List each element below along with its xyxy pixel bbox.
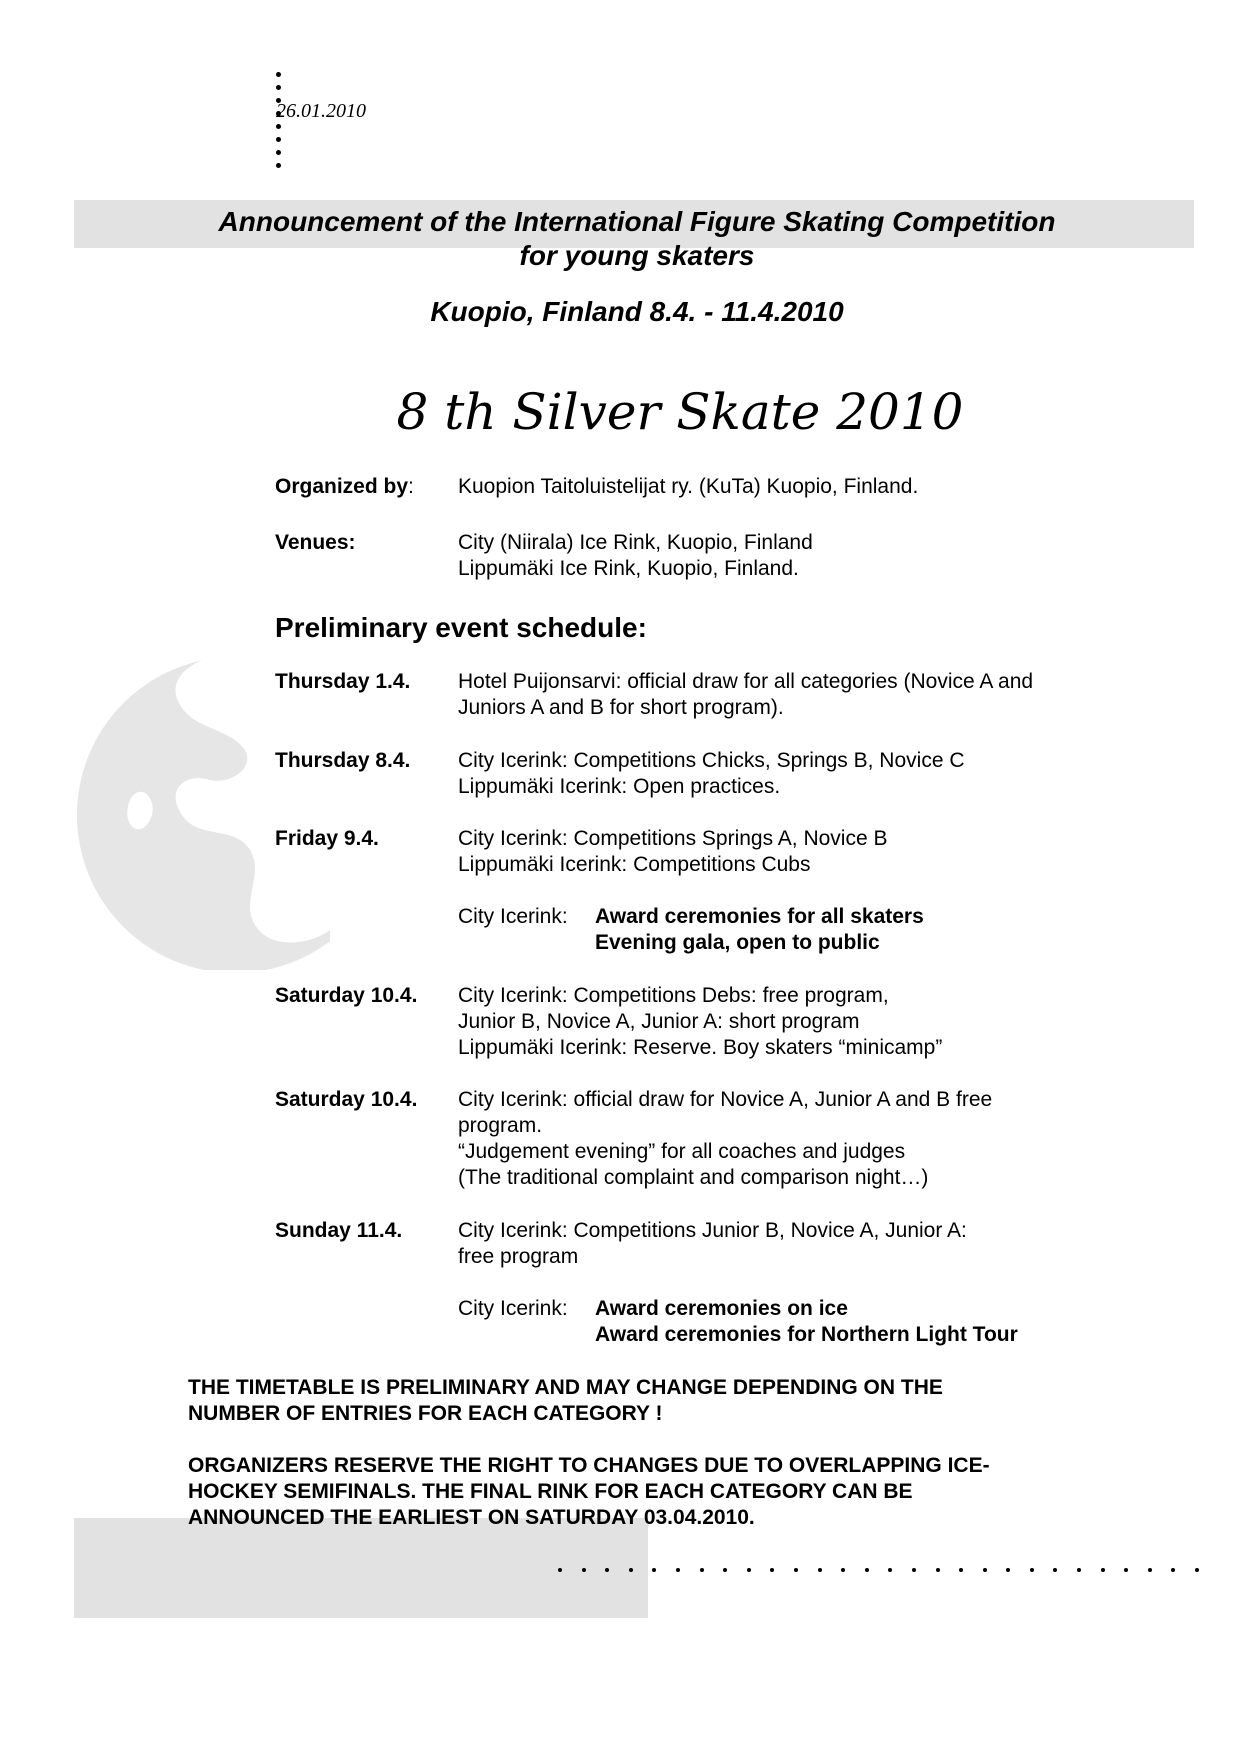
event-title: 8 th Silver Skate 2010 — [396, 383, 964, 441]
schedule-highlight: Award ceremonies for all skaters — [595, 905, 924, 928]
announcement-title-line2: for young skaters — [519, 240, 755, 271]
schedule-day: Friday 9.4. — [275, 827, 379, 850]
venues-label: Venues: — [275, 531, 356, 554]
schedule-line: City Icerink: official draw for Novice A, Junior A and B free — [458, 1088, 993, 1111]
schedule-line: Juniors A and B for short program). — [458, 696, 784, 719]
schedule-line: City Icerink: Competitions Junior B, Novice A, Junior A: — [458, 1219, 967, 1242]
schedule-day: Thursday 1.4. — [275, 670, 411, 693]
schedule-line: City Icerink: Competitions Springs A, Novice B — [458, 827, 888, 850]
organizers-notice: ORGANIZERS RESERVE THE RIGHT TO CHANGES DUE TO OVERLAPPING ICE- — [188, 1454, 990, 1477]
organized-by-label: Organized by: — [275, 475, 414, 498]
schedule-line: “Judgement evening” for all coaches and judges — [458, 1140, 906, 1163]
organizers-notice: ANNOUNCED THE EARLIEST ON SATURDAY 03.04.2010. — [188, 1506, 755, 1529]
schedule-highlight: Award ceremonies on ice — [595, 1297, 848, 1320]
timetable-notice: THE TIMETABLE IS PRELIMINARY AND MAY CHANGE DEPENDING ON THE — [188, 1376, 943, 1399]
schedule-line: Lippumäki Icerink: Competitions Cubs — [458, 853, 811, 876]
venue-1: City (Niirala) Ice Rink, Kuopio, Finland — [458, 531, 813, 554]
event-location-dates: Kuopio, Finland 8.4. - 11.4.2010 — [430, 296, 844, 327]
organizers-notice: HOCKEY SEMIFINALS. THE FINAL RINK FOR EACH CATEGORY CAN BE — [188, 1480, 913, 1503]
schedule-day: Sunday 11.4. — [275, 1219, 403, 1242]
schedule-highlight: Award ceremonies for Northern Light Tour — [595, 1323, 1018, 1346]
schedule-venue: City Icerink: — [458, 905, 568, 928]
announcement-title-line1: Announcement of the International Figure Skating Competition — [218, 206, 1056, 237]
schedule-line: Lippumäki Icerink: Reserve. Boy skaters “minicamp” — [458, 1036, 943, 1059]
schedule-venue: City Icerink: — [458, 1297, 568, 1320]
schedule-day: Thursday 8.4. — [275, 749, 411, 772]
schedule-heading: Preliminary event schedule: — [275, 612, 647, 643]
schedule-line: Hotel Puijonsarvi: official draw for all categories (Novice A and — [458, 670, 1034, 693]
schedule-line: free program — [458, 1245, 579, 1268]
organizer-value: Kuopion Taitoluistelijat ry. (KuTa) Kuopio, Finland. — [458, 475, 919, 498]
schedule-line: (The traditional complaint and comparison night…) — [458, 1166, 929, 1189]
vertical-dot-border — [276, 72, 284, 176]
schedule-line: Lippumäki Icerink: Open practices. — [458, 775, 781, 798]
schedule-day: Saturday 10.4. — [275, 1088, 418, 1111]
venue-2: Lippumäki Ice Rink, Kuopio, Finland. — [458, 557, 799, 580]
schedule-line: City Icerink: Competitions Chicks, Springs B, Novice C — [458, 749, 965, 772]
schedule-line: City Icerink: Competitions Debs: free program, — [458, 984, 889, 1007]
timetable-notice: NUMBER OF ENTRIES FOR EACH CATEGORY ! — [188, 1402, 663, 1425]
schedule-day: Saturday 10.4. — [275, 984, 418, 1007]
schedule-line: Junior B, Novice A, Junior A: short program — [458, 1010, 860, 1033]
globe-icon — [70, 650, 330, 970]
schedule-line: program. — [458, 1114, 543, 1137]
horizontal-dot-border — [558, 1568, 1219, 1576]
document-date: 26.01.2010 — [276, 100, 366, 122]
schedule-highlight: Evening gala, open to public — [595, 931, 880, 954]
